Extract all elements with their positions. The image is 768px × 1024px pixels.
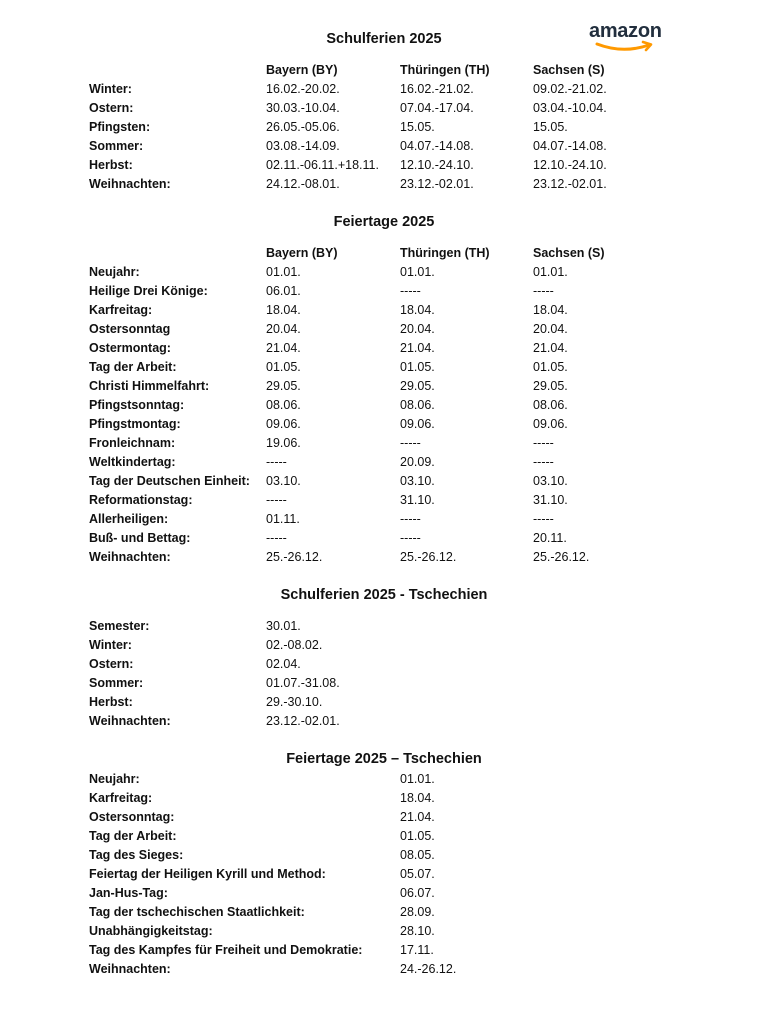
thueringen-value: 29.05. bbox=[400, 379, 435, 393]
thueringen-value: 31.10. bbox=[400, 493, 435, 507]
row-value: 01.07.-31.08. bbox=[266, 676, 340, 690]
row-value: 28.10. bbox=[400, 924, 435, 938]
thueringen-value: 01.01. bbox=[400, 265, 435, 279]
row-label: Semester: bbox=[89, 619, 150, 633]
row-value: 29.-30.10. bbox=[266, 695, 323, 709]
table-row bbox=[0, 808, 768, 827]
row-label: Herbst: bbox=[89, 158, 133, 172]
row-label: Weihnachten: bbox=[89, 550, 171, 564]
row-label: Tag der Deutschen Einheit: bbox=[89, 474, 250, 488]
row-label: Feiertag der Heiligen Kyrill und Method: bbox=[89, 867, 326, 881]
row-label: Pfingstsonntag: bbox=[89, 398, 185, 412]
table-row bbox=[0, 415, 768, 434]
row-label: Jan-Hus-Tag: bbox=[89, 886, 168, 900]
sachsen-value: 31.10. bbox=[533, 493, 568, 507]
bayern-value: 09.06. bbox=[266, 417, 301, 431]
amazon-logo-text: amazon bbox=[589, 20, 662, 42]
row-label: Sommer: bbox=[89, 676, 144, 690]
table-row bbox=[0, 827, 768, 846]
sachsen-value: 18.04. bbox=[533, 303, 568, 317]
section1-header-row bbox=[0, 61, 768, 80]
table-row bbox=[0, 922, 768, 941]
row-label: Christi Himmelfahrt: bbox=[89, 379, 210, 393]
sachsen-value: 03.04.-10.04. bbox=[533, 101, 607, 115]
table-row bbox=[0, 453, 768, 472]
row-label: Tag der tschechischen Staatlichkeit: bbox=[89, 905, 305, 919]
row-label: Sommer: bbox=[89, 139, 144, 153]
table-row bbox=[0, 377, 768, 396]
thueringen-value: 07.04.-17.04. bbox=[400, 101, 474, 115]
table-row bbox=[0, 884, 768, 903]
row-value: 01.05. bbox=[400, 829, 435, 843]
row-value: 18.04. bbox=[400, 791, 435, 805]
header-thueringen: Thüringen (TH) bbox=[400, 246, 490, 260]
row-label: Karfreitag: bbox=[89, 303, 153, 317]
bayern-value: 30.03.-10.04. bbox=[266, 101, 340, 115]
thueringen-value: 18.04. bbox=[400, 303, 435, 317]
table-row bbox=[0, 301, 768, 320]
table-row bbox=[0, 137, 768, 156]
table-row bbox=[0, 396, 768, 415]
sachsen-value: ----- bbox=[533, 455, 554, 469]
row-label: Tag des Kampfes für Freiheit und Demokratie: bbox=[89, 943, 363, 957]
row-value: 05.07. bbox=[400, 867, 435, 881]
row-label: Neujahr: bbox=[89, 265, 140, 279]
row-value: 06.07. bbox=[400, 886, 435, 900]
table-row bbox=[0, 80, 768, 99]
row-label: Ostern: bbox=[89, 657, 134, 671]
thueringen-value: 04.07.-14.08. bbox=[400, 139, 474, 153]
row-label: Weltkindertag: bbox=[89, 455, 176, 469]
sachsen-value: ----- bbox=[533, 512, 554, 526]
table-row bbox=[0, 263, 768, 282]
section3-title: Schulferien 2025 - Tschechien bbox=[280, 587, 488, 603]
row-label: Neujahr: bbox=[89, 772, 140, 786]
row-value: 02.04. bbox=[266, 657, 301, 671]
bayern-value: 26.05.-05.06. bbox=[266, 120, 340, 134]
thueringen-value: ----- bbox=[400, 512, 421, 526]
table-row bbox=[0, 770, 768, 789]
thueringen-value: ----- bbox=[400, 284, 421, 298]
bayern-value: 29.05. bbox=[266, 379, 301, 393]
bayern-value: 20.04. bbox=[266, 322, 301, 336]
row-label: Ostern: bbox=[89, 101, 134, 115]
thueringen-value: 20.09. bbox=[400, 455, 435, 469]
table-row bbox=[0, 548, 768, 567]
table-row bbox=[0, 358, 768, 377]
table-row bbox=[0, 903, 768, 922]
sachsen-value: ----- bbox=[533, 284, 554, 298]
table-row bbox=[0, 282, 768, 301]
row-label: Tag der Arbeit: bbox=[89, 829, 177, 843]
row-label: Weihnachten: bbox=[89, 714, 171, 728]
table-row bbox=[0, 865, 768, 884]
header-thueringen: Thüringen (TH) bbox=[400, 63, 490, 77]
table-row bbox=[0, 529, 768, 548]
table-row bbox=[0, 118, 768, 137]
bayern-value: 01.11. bbox=[266, 512, 300, 526]
sachsen-value: 23.12.-02.01. bbox=[533, 177, 607, 191]
row-label: Heilige Drei Könige: bbox=[89, 284, 208, 298]
header-bayern: Bayern (BY) bbox=[266, 246, 338, 260]
bayern-value: 19.06. bbox=[266, 436, 301, 450]
sachsen-value: 09.02.-21.02. bbox=[533, 82, 607, 96]
bayern-value: 21.04. bbox=[266, 341, 301, 355]
thueringen-value: 23.12.-02.01. bbox=[400, 177, 474, 191]
thueringen-value: ----- bbox=[400, 436, 421, 450]
table-row bbox=[0, 434, 768, 453]
bayern-value: 06.01. bbox=[266, 284, 301, 298]
row-label: Tag der Arbeit: bbox=[89, 360, 177, 374]
row-label: Pfingstmontag: bbox=[89, 417, 181, 431]
row-label: Weihnachten: bbox=[89, 177, 171, 191]
thueringen-value: 12.10.-24.10. bbox=[400, 158, 474, 172]
bayern-value: 18.04. bbox=[266, 303, 301, 317]
thueringen-value: 09.06. bbox=[400, 417, 435, 431]
row-label: Ostermontag: bbox=[89, 341, 171, 355]
sachsen-value: ----- bbox=[533, 436, 554, 450]
sachsen-value: 29.05. bbox=[533, 379, 568, 393]
row-value: 23.12.-02.01. bbox=[266, 714, 340, 728]
table-row bbox=[0, 674, 768, 693]
bayern-value: 02.11.-06.11.+18.11. bbox=[266, 158, 379, 172]
table-row bbox=[0, 693, 768, 712]
header-sachsen: Sachsen (S) bbox=[533, 63, 605, 77]
row-value: 17.11. bbox=[400, 943, 434, 957]
row-label: Ostersonntag: bbox=[89, 810, 175, 824]
section4-title: Feiertage 2025 – Tschechien bbox=[286, 751, 482, 767]
thueringen-value: 03.10. bbox=[400, 474, 435, 488]
row-value: 21.04. bbox=[400, 810, 435, 824]
section2-header-row bbox=[0, 244, 768, 263]
sachsen-value: 25.-26.12. bbox=[533, 550, 590, 564]
thueringen-value: 16.02.-21.02. bbox=[400, 82, 474, 96]
sachsen-value: 20.11. bbox=[533, 531, 567, 545]
bayern-value: 03.10. bbox=[266, 474, 301, 488]
row-label: Fronleichnam: bbox=[89, 436, 176, 450]
thueringen-value: 01.05. bbox=[400, 360, 435, 374]
sachsen-value: 12.10.-24.10. bbox=[533, 158, 607, 172]
sachsen-value: 15.05. bbox=[533, 120, 568, 134]
row-value: 02.-08.02. bbox=[266, 638, 323, 652]
thueringen-value: 21.04. bbox=[400, 341, 435, 355]
sachsen-value: 09.06. bbox=[533, 417, 568, 431]
row-label: Ostersonntag bbox=[89, 322, 171, 336]
table-row bbox=[0, 175, 768, 194]
bayern-value: ----- bbox=[266, 531, 287, 545]
table-row bbox=[0, 510, 768, 529]
table-row bbox=[0, 846, 768, 865]
row-label: Buß- und Bettag: bbox=[89, 531, 191, 545]
row-label: Winter: bbox=[89, 638, 132, 652]
thueringen-value: 15.05. bbox=[400, 120, 435, 134]
table-row bbox=[0, 472, 768, 491]
bayern-value: 01.01. bbox=[266, 265, 301, 279]
table-row bbox=[0, 789, 768, 808]
bayern-value: 01.05. bbox=[266, 360, 301, 374]
section1-title: Schulferien 2025 bbox=[326, 31, 442, 47]
table-row bbox=[0, 655, 768, 674]
row-label: Pfingsten: bbox=[89, 120, 151, 134]
table-row bbox=[0, 960, 768, 979]
row-label: Weihnachten: bbox=[89, 962, 171, 976]
sachsen-value: 01.01. bbox=[533, 265, 568, 279]
bayern-value: ----- bbox=[266, 455, 287, 469]
sachsen-value: 03.10. bbox=[533, 474, 568, 488]
sachsen-value: 04.07.-14.08. bbox=[533, 139, 607, 153]
table-row bbox=[0, 491, 768, 510]
row-label: Karfreitag: bbox=[89, 791, 153, 805]
thueringen-value: 25.-26.12. bbox=[400, 550, 457, 564]
bayern-value: ----- bbox=[266, 493, 287, 507]
row-value: 08.05. bbox=[400, 848, 435, 862]
table-row bbox=[0, 339, 768, 358]
row-label: Unabhängigkeitstag: bbox=[89, 924, 213, 938]
table-row bbox=[0, 712, 768, 731]
section2-title: Feiertage 2025 bbox=[333, 214, 435, 230]
row-value: 30.01. bbox=[266, 619, 301, 633]
bayern-value: 24.12.-08.01. bbox=[266, 177, 340, 191]
table-row bbox=[0, 320, 768, 339]
header-bayern: Bayern (BY) bbox=[266, 63, 338, 77]
row-label: Reformationstag: bbox=[89, 493, 193, 507]
table-row bbox=[0, 156, 768, 175]
row-value: 24.-26.12. bbox=[400, 962, 457, 976]
header-sachsen: Sachsen (S) bbox=[533, 246, 605, 260]
table-row bbox=[0, 99, 768, 118]
bayern-value: 16.02.-20.02. bbox=[266, 82, 340, 96]
bayern-value: 08.06. bbox=[266, 398, 301, 412]
sachsen-value: 08.06. bbox=[533, 398, 568, 412]
bayern-value: 25.-26.12. bbox=[266, 550, 323, 564]
table-row bbox=[0, 941, 768, 960]
row-label: Winter: bbox=[89, 82, 132, 96]
thueringen-value: 08.06. bbox=[400, 398, 435, 412]
sachsen-value: 20.04. bbox=[533, 322, 568, 336]
sachsen-value: 21.04. bbox=[533, 341, 568, 355]
row-label: Tag des Sieges: bbox=[89, 848, 184, 862]
row-value: 28.09. bbox=[400, 905, 435, 919]
row-label: Allerheiligen: bbox=[89, 512, 169, 526]
table-row bbox=[0, 636, 768, 655]
row-label: Herbst: bbox=[89, 695, 133, 709]
row-value: 01.01. bbox=[400, 772, 435, 786]
thueringen-value: 20.04. bbox=[400, 322, 435, 336]
sachsen-value: 01.05. bbox=[533, 360, 568, 374]
thueringen-value: ----- bbox=[400, 531, 421, 545]
table-row bbox=[0, 617, 768, 636]
bayern-value: 03.08.-14.09. bbox=[266, 139, 340, 153]
